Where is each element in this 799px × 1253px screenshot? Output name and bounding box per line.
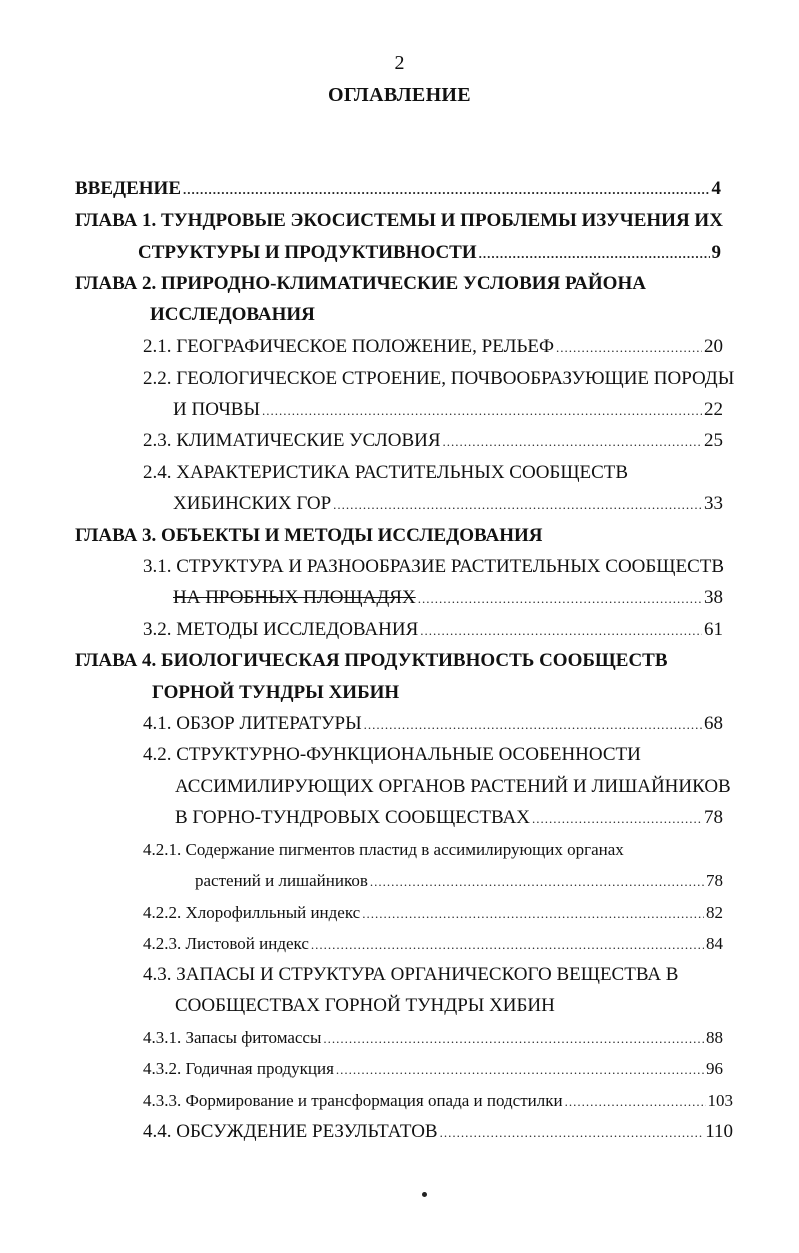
toc-chapter-3[interactable]: ГЛАВА 3. ОБЪЕКТЫ И МЕТОДЫ ИССЛЕДОВАНИЯ	[75, 525, 543, 546]
dot-leader	[262, 398, 702, 424]
dot-leader	[364, 712, 702, 738]
toc-entry-4-2-3[interactable]	[143, 931, 723, 958]
toc-label: 2.1. ГЕОГРАФИЧЕСКОЕ ПОЛОЖЕНИЕ, РЕЛЬЕФ	[143, 336, 554, 357]
dot-leader	[362, 901, 704, 927]
toc-page: 110	[705, 1121, 733, 1142]
toc-label: 4.2.2. Хлорофилльный индекс	[143, 903, 361, 922]
toc-page: 103	[707, 1091, 733, 1110]
toc-entry-chapter-1[interactable]	[138, 240, 721, 267]
dot-leader	[183, 177, 710, 203]
toc-entry-4-3-3[interactable]	[143, 1088, 733, 1115]
toc-label: 4.2.3. Листовой индекс	[143, 934, 309, 953]
toc-label: 4.4. ОБСУЖДЕНИЕ РЕЗУЛЬТАТОВ	[143, 1121, 438, 1142]
toc-entry-2-4[interactable]	[173, 491, 723, 518]
toc-page: 33	[704, 493, 723, 514]
dot-leader	[418, 586, 702, 612]
dot-leader	[323, 1026, 704, 1052]
toc-label: 4.3.3. Формирование и трансформация опада и подстилки	[143, 1091, 563, 1110]
toc-page: 25	[704, 430, 723, 451]
toc-entry-3-1[interactable]	[173, 585, 723, 612]
toc-entry-4-2-1[interactable]	[195, 868, 723, 895]
toc-entry-4-3-1[interactable]	[143, 1025, 723, 1052]
toc-page: 20	[704, 336, 723, 357]
toc-3-1-line-1: 3.1. СТРУКТУРА И РАЗНООБРАЗИЕ РАСТИТЕЛЬНЫХ СООБЩЕСТВ	[143, 556, 725, 577]
toc-label: ВВЕДЕНИЕ	[75, 178, 181, 199]
toc-page: 82	[706, 903, 723, 922]
scan-dot-mark	[422, 1192, 427, 1197]
toc-page: 88	[706, 1028, 723, 1047]
toc-page: 96	[706, 1059, 723, 1078]
toc-page: 78	[704, 807, 723, 828]
toc-4-3-line-2: СООБЩЕСТВАХ ГОРНОЙ ТУНДРЫ ХИБИН	[175, 995, 555, 1016]
dot-leader	[336, 1057, 704, 1083]
toc-page: 4	[711, 178, 721, 199]
dot-leader	[479, 241, 710, 267]
toc-entry-intro[interactable]	[75, 176, 721, 203]
toc-label: 4.3.2. Годичная продукция	[143, 1059, 334, 1078]
dot-leader	[311, 932, 704, 958]
toc-chapter-1-line-1: ГЛАВА 1. ТУНДРОВЫЕ ЭКОСИСТЕМЫ И ПРОБЛЕМЫ ИЗУЧЕНИЯ ИХ	[75, 210, 723, 231]
toc-entry-2-2[interactable]	[173, 397, 723, 424]
dot-leader	[556, 335, 702, 361]
toc-chapter-2-line-2: ИССЛЕДОВАНИЯ	[150, 304, 315, 325]
toc-entry-4-2-2[interactable]	[143, 900, 723, 927]
toc-label: растений и лишайников	[195, 871, 368, 890]
dot-leader	[565, 1089, 706, 1115]
toc-4-3-line-1: 4.3. ЗАПАСЫ И СТРУКТУРА ОРГАНИЧЕСКОГО ВЕЩЕСТВА В	[143, 964, 679, 985]
toc-entry-3-2[interactable]	[143, 617, 723, 644]
toc-label: 4.3.1. Запасы фитомассы	[143, 1028, 322, 1047]
toc-label: ХИБИНСКИХ ГОР	[173, 493, 332, 514]
toc-page: 78	[706, 871, 723, 890]
toc-chapter-4-line-2: ГОРНОЙ ТУНДРЫ ХИБИН	[152, 682, 400, 703]
page-title: ОГЛАВЛЕНИЕ	[328, 84, 471, 106]
toc-entry-4-3-2[interactable]	[143, 1056, 723, 1083]
toc-label: 2.3. КЛИМАТИЧЕСКИЕ УСЛОВИЯ	[143, 430, 441, 451]
toc-page: 84	[706, 934, 723, 953]
toc-page: 22	[704, 399, 723, 420]
toc-entry-2-1[interactable]	[143, 334, 723, 361]
toc-page: 9	[711, 242, 721, 263]
toc-2-2-line-1: 2.2. ГЕОЛОГИЧЕСКОЕ СТРОЕНИЕ, ПОЧВООБРАЗУЮЩИЕ ПОРОДЫ	[143, 368, 735, 389]
dot-leader	[370, 869, 704, 895]
toc-chapter-2-line-1: ГЛАВА 2. ПРИРОДНО-КЛИМАТИЧЕСКИЕ УСЛОВИЯ РАЙОНА	[75, 273, 646, 294]
toc-4-2-line-1: 4.2. СТРУКТУРНО-ФУНКЦИОНАЛЬНЫЕ ОСОБЕННОСТИ	[143, 744, 641, 765]
toc-entry-4-2[interactable]	[175, 805, 723, 832]
dot-leader	[440, 1120, 704, 1146]
toc-4-2-1-line-1: 4.2.1. Содержание пигментов пластид в ассимилирующих органах	[143, 840, 624, 859]
toc-label: И ПОЧВЫ	[173, 399, 261, 420]
toc-label: В ГОРНО-ТУНДРОВЫХ СООБЩЕСТВАХ	[175, 807, 530, 828]
toc-entry-4-1[interactable]	[143, 711, 723, 738]
dot-leader	[443, 429, 702, 455]
toc-label: 4.1. ОБЗОР ЛИТЕРАТУРЫ	[143, 713, 362, 734]
toc-label: СТРУКТУРЫ И ПРОДУКТИВНОСТИ	[138, 242, 477, 263]
toc-page: 38	[704, 587, 723, 608]
toc-page: 61	[704, 619, 723, 640]
toc-page: 68	[704, 713, 723, 734]
toc-entry-2-3[interactable]	[143, 428, 723, 455]
toc-label: НА ПРОБНЫХ ПЛОЩАДЯХ	[173, 587, 416, 608]
dot-leader	[333, 492, 702, 518]
toc-label: 3.2. МЕТОДЫ ИССЛЕДОВАНИЯ	[143, 619, 419, 640]
dot-leader	[420, 618, 702, 644]
page-number: 2	[394, 52, 405, 74]
toc-entry-4-4[interactable]	[143, 1119, 733, 1146]
toc-2-4-line-1: 2.4. ХАРАКТЕРИСТИКА РАСТИТЕЛЬНЫХ СООБЩЕСТВ	[143, 462, 629, 483]
dot-leader	[532, 806, 702, 832]
toc-4-2-line-2: АССИМИЛИРУЮЩИХ ОРГАНОВ РАСТЕНИЙ И ЛИШАЙНИКОВ	[175, 776, 731, 797]
toc-chapter-4-line-1: ГЛАВА 4. БИОЛОГИЧЕСКАЯ ПРОДУКТИВНОСТЬ СООБЩЕСТВ	[75, 650, 668, 671]
